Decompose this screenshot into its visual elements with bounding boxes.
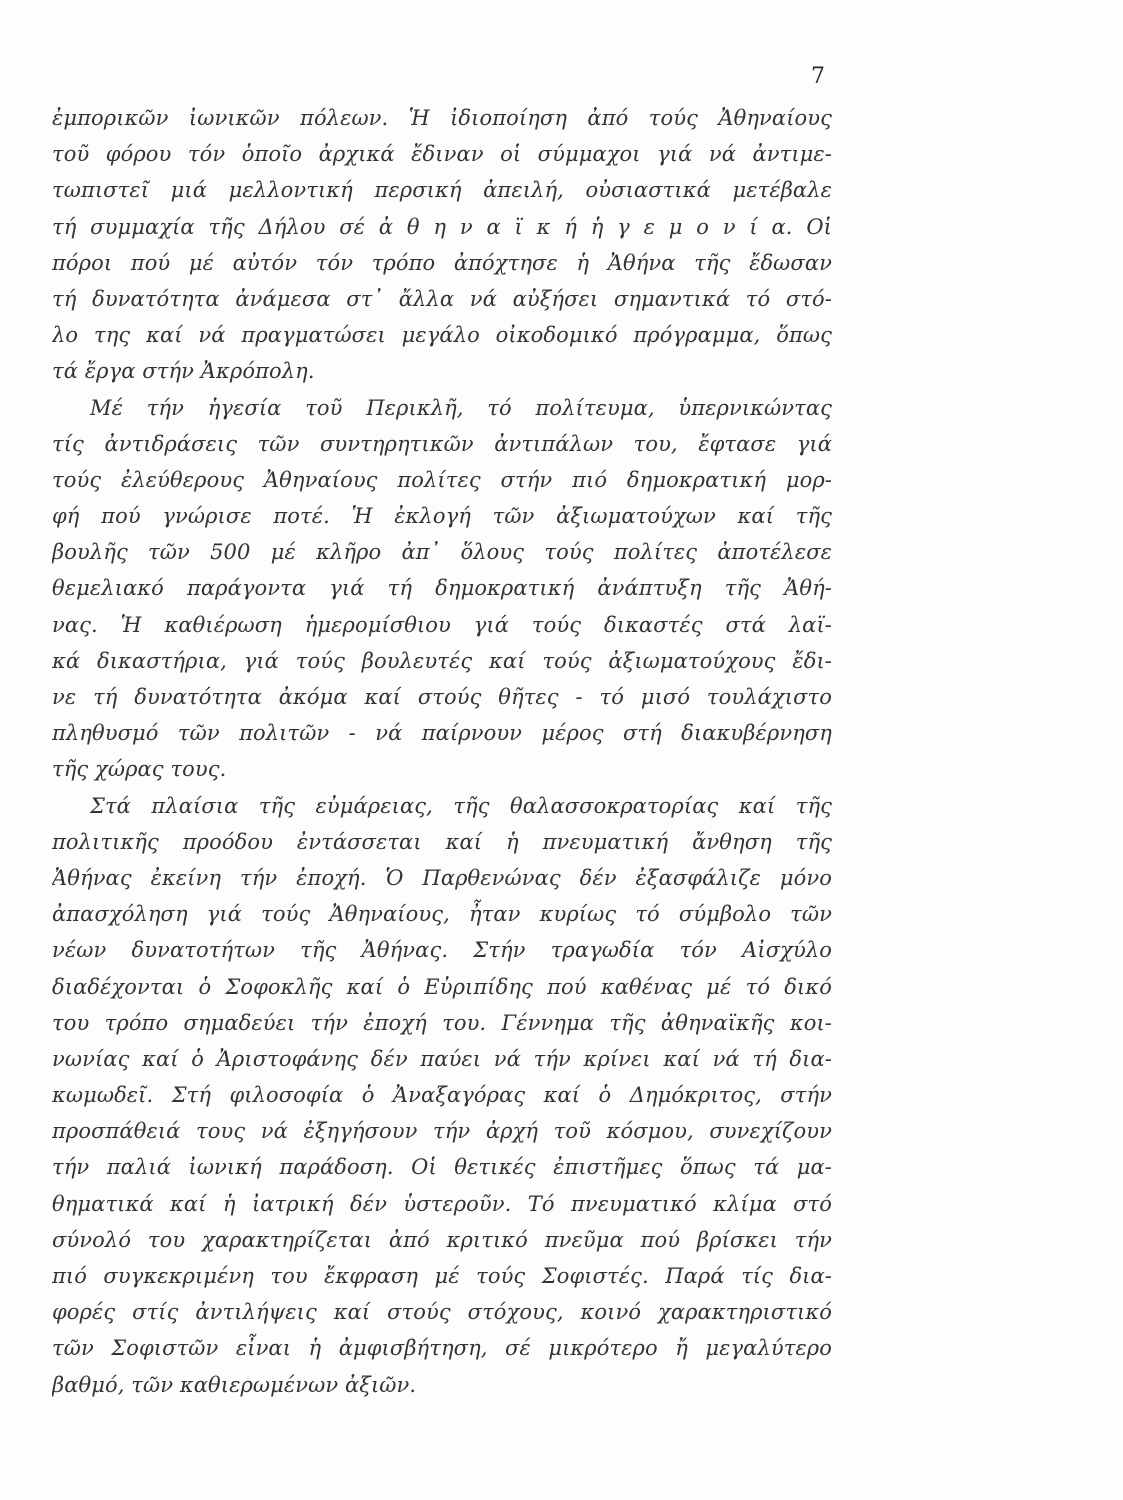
text-line: λο της καί νά πραγματώσει μεγάλο οἰκοδομικό πρόγραμμα, ὅπως — [52, 323, 832, 348]
text-line: τῆς χώρας τους. — [52, 757, 227, 782]
text-line: κά δικαστήρια, γιά τούς βουλευτές καί τούς ἀξιωματούχους ἔδι- — [52, 648, 832, 673]
text-line: φή πού γνώρισε ποτέ. Ἡ ἐκλογή τῶν ἀξιωματούχων καί τῆς — [52, 504, 832, 529]
body-text — [52, 100, 832, 1403]
text-line: θεμελιακό παράγοντα γιά τή δημοκρατική ἀνάπτυξη τῆς Ἀθή- — [52, 576, 832, 601]
text-line: διαδέχονται ὁ Σοφοκλῆς καί ὁ Εὐριπίδης πού καθένας μέ τό δικό — [52, 974, 832, 999]
text-line: τήν παλιά ἰωνική παράδοση. Οἱ θετικές ἐπιστῆμες ὅπως τά μα- — [52, 1155, 832, 1180]
text-line: νας. Ἡ καθιέρωση ἡμερομίσθιου γιά τούς δικαστές στά λαϊ- — [52, 612, 832, 637]
text-line: κωμωδεῖ. Στή φιλοσοφία ὁ Ἀναξαγόρας καί ὁ Δημόκριτος, στήν — [52, 1083, 832, 1108]
text-line: Μέ τήν ἡγεσία τοῦ Περικλῆ, τό πολίτευμα, ὑπερνικώντας — [90, 395, 832, 420]
text-line: νέων δυνατοτήτων τῆς Ἀθήνας. Στήν τραγωδία τόν Αἰσχύλο — [52, 938, 832, 963]
text-line: Ἀθήνας ἐκείνη τήν ἐποχή. Ὁ Παρθενώνας δέν ἐξασφάλιζε μόνο — [52, 865, 832, 890]
text-line: τοῦ φόρου τόν ὁποῖο ἀρχικά ἔδιναν οἱ σύμμαχοι γιά νά ἀντιμε- — [52, 142, 832, 167]
text-line: θηματικά καί ἡ ἰατρική δέν ὑστεροῦν. Τό πνευματικό κλίμα στό — [52, 1191, 832, 1216]
text-line: τή συμμαχία τῆς Δήλου σέ ἀ θ η ν α ϊ κ ή ἡ γ ε μ ο ν ί α. Οἱ — [52, 214, 832, 239]
text-line: τούς ἐλεύθερους Ἀθηναίους πολίτες στήν πιό δημοκρατική μορ- — [52, 467, 832, 492]
text-line: νωνίας καί ὁ Ἀριστοφάνης δέν παύει νά τήν κρίνει καί νά τή δια- — [52, 1046, 832, 1071]
text-line: ἀπασχόληση γιά τούς Ἀθηναίους, ἦταν κυρίως τό σύμβολο τῶν — [52, 902, 832, 927]
text-line: τά ἔργα στήν Ἀκρόπολη. — [52, 359, 315, 384]
text-line: Στά πλαίσια τῆς εὐμάρειας, τῆς θαλασσοκρατορίας καί τῆς — [90, 793, 832, 818]
text-line: τωπιστεῖ μιά μελλοντική περσική ἀπειλή, οὐσιαστικά μετέβαλε — [52, 178, 832, 203]
text-line: πιό συγκεκριμένη του ἔκφραση μέ τούς Σοφιστές. Παρά τίς δια- — [52, 1264, 832, 1288]
text-line: του τρόπο σημαδεύει τήν ἐποχή του. Γέννημα τῆς ἀθηναϊκῆς κοι- — [52, 1010, 832, 1035]
text-line: φορές στίς ἀντιλήψεις καί στούς στόχους, κοινό χαρακτηριστικό — [52, 1300, 832, 1325]
text-line: τῶν Σοφιστῶν εἶναι ἡ ἀμφισβήτηση, σέ μικρότερο ἤ μεγαλύτερο — [52, 1336, 832, 1361]
text-line: τίς ἀντιδράσεις τῶν συντηρητικῶν ἀντιπάλων του, ἔφτασε γιά — [52, 431, 832, 456]
page-number: 7 — [811, 64, 825, 89]
text-line: πόροι πού μέ αὐτόν τόν τρόπο ἀπόχτησε ἡ Ἀθήνα τῆς ἔδωσαν — [52, 250, 832, 275]
text-line: νε τή δυνατότητα ἀκόμα καί στούς θῆτες - τό μισό τουλάχιστο — [52, 685, 832, 709]
text-line: προσπάθειά τους νά ἐξηγήσουν τήν ἀρχή τοῦ κόσμου, συνεχίζουν — [52, 1119, 832, 1144]
text-line: ἐμπορικῶν ἰωνικῶν πόλεων. Ἡ ἰδιοποίηση ἀπό τούς Ἀθηναίους — [52, 106, 832, 130]
text-line: πολιτικῆς προόδου ἐντάσσεται καί ἡ πνευματική ἄνθηση τῆς — [52, 829, 832, 854]
text-line: βουλῆς τῶν 500 μέ κλῆρο ἀπ᾽ ὅλους τούς πολίτες ἀποτέλεσε — [52, 540, 832, 565]
text-line: τή δυνατότητα ἀνάμεσα στ᾽ ἄλλα νά αὐξήσει σημαντικά τό στό- — [52, 286, 832, 311]
text-line: πληθυσμό τῶν πολιτῶν - νά παίρνουν μέρος στή διακυβέρνηση — [52, 721, 832, 746]
text-line: σύνολό του χαρακτηρίζεται ἀπό κριτικό πνεῦμα πού βρίσκει τήν — [52, 1227, 832, 1252]
text-line: βαθμό, τῶν καθιερωμένων ἀξιῶν. — [52, 1372, 417, 1397]
